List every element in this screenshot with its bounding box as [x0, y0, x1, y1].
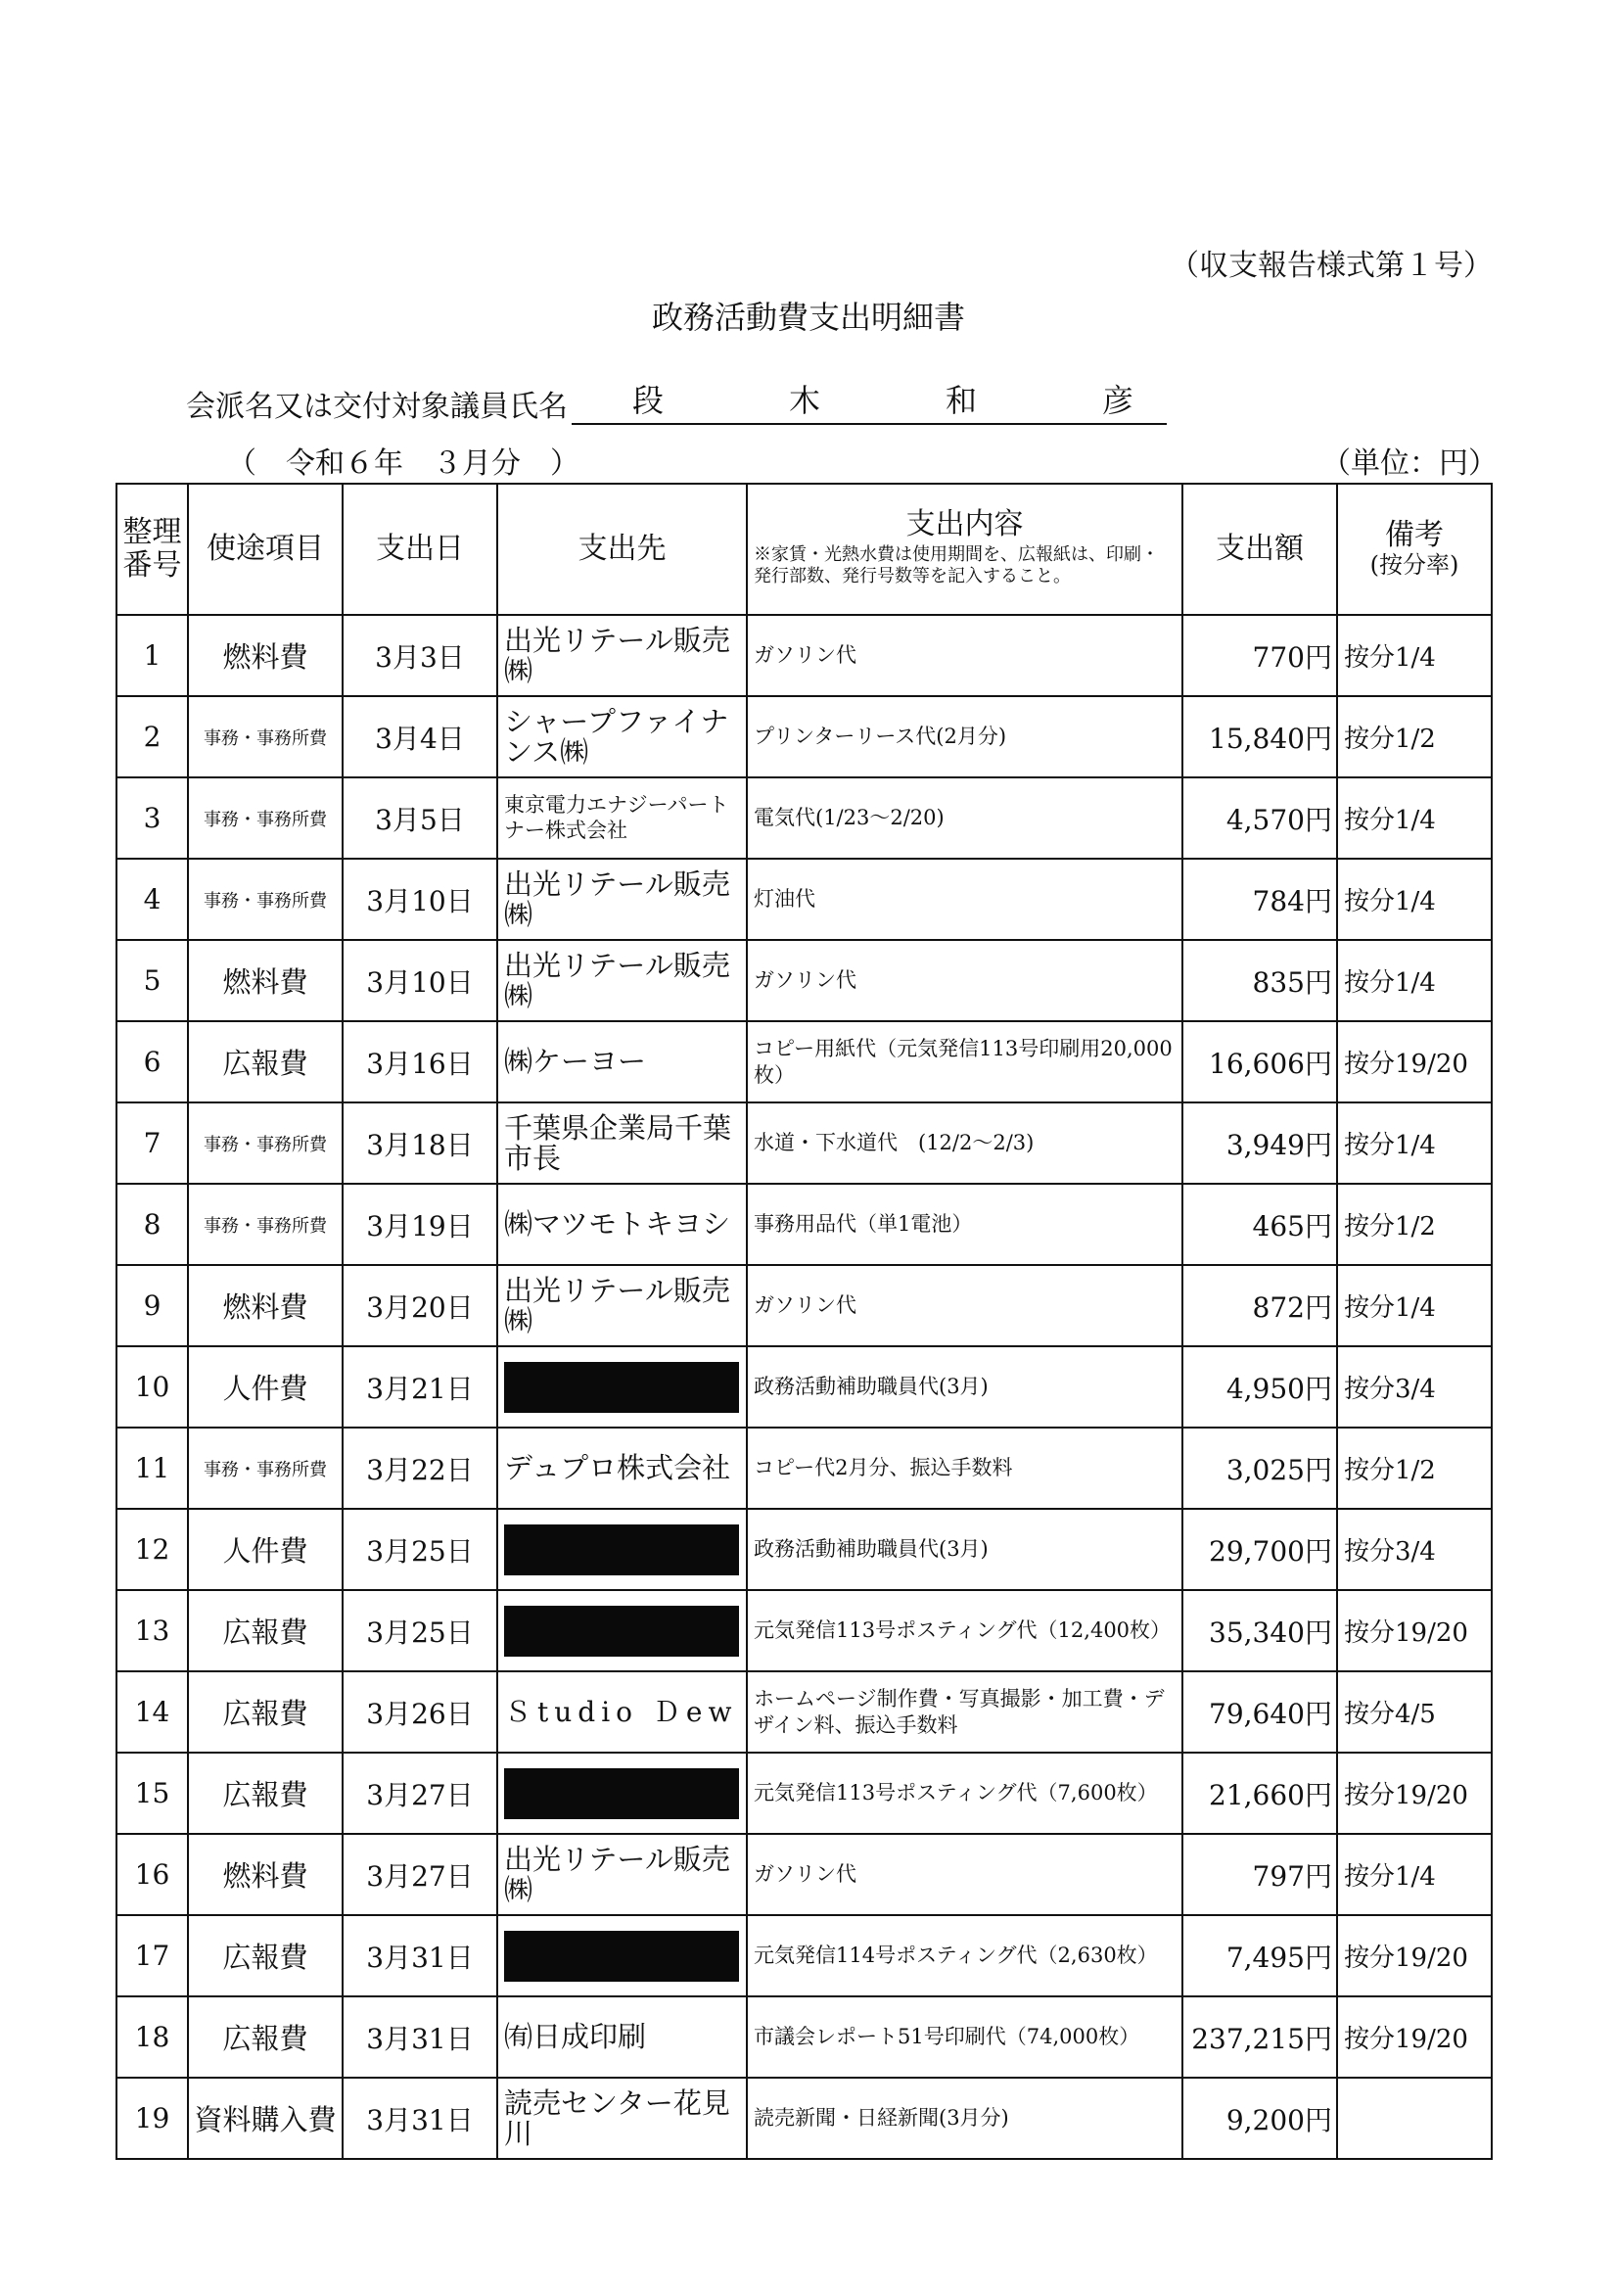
row-category: 事務・事務所費 — [188, 696, 343, 777]
redaction-block — [504, 1606, 739, 1657]
document-title: 政務活動費支出明細書 — [651, 299, 965, 336]
row-remarks: 按分1/4 — [1337, 1102, 1492, 1184]
member-name-field — [572, 384, 1167, 425]
row-content: 元気発信113号ポスティング代（12,400枚） — [747, 1590, 1182, 1671]
row-amount: 465円 — [1182, 1184, 1337, 1265]
redaction-block — [504, 1931, 739, 1982]
row-content: プリンターリース代(2月分) — [747, 696, 1182, 777]
row-remarks: 按分19/20 — [1337, 1753, 1492, 1834]
row-category: 広報費 — [188, 1021, 343, 1102]
row-category: 資料購入費 — [188, 2078, 343, 2159]
row-remarks: 按分19/20 — [1337, 1021, 1492, 1102]
member-name-row — [186, 382, 1167, 425]
row-remarks — [1337, 2078, 1492, 2159]
row-content: ガソリン代 — [747, 615, 1182, 696]
row-content: 水道・下水道代 (12/2～2/3) — [747, 1102, 1182, 1184]
row-payee — [497, 1915, 747, 1996]
row-amount: 4,950円 — [1182, 1346, 1337, 1428]
row-payee: ㈱マツモトキヨシ — [497, 1184, 747, 1265]
row-category: 燃料費 — [188, 1265, 343, 1346]
row-amount: 15,840円 — [1182, 696, 1337, 777]
row-number: 3 — [116, 777, 188, 859]
row-content: 読売新聞・日経新聞(3月分) — [747, 2078, 1182, 2159]
row-number: 14 — [116, 1671, 188, 1753]
row-category: 事務・事務所費 — [188, 1184, 343, 1265]
table-row — [116, 940, 1492, 1021]
row-payee: デュプロ株式会社 — [497, 1428, 747, 1509]
row-category: 広報費 — [188, 1915, 343, 1996]
row-category: 人件費 — [188, 1509, 343, 1590]
row-content: 元気発信114号ポスティング代（2,630枚） — [747, 1915, 1182, 1996]
row-payee: ㈲日成印刷 — [497, 1996, 747, 2078]
row-number: 6 — [116, 1021, 188, 1102]
row-remarks: 按分1/4 — [1337, 1265, 1492, 1346]
form-number: （収支報告様式第１号） — [1170, 249, 1493, 283]
row-amount: 3,949円 — [1182, 1102, 1337, 1184]
header-remarks — [1337, 484, 1492, 615]
row-amount: 35,340円 — [1182, 1590, 1337, 1671]
row-content: ガソリン代 — [747, 940, 1182, 1021]
header-date: 支出日 — [343, 484, 497, 615]
table-row — [116, 1102, 1492, 1184]
row-number: 5 — [116, 940, 188, 1021]
row-category: 広報費 — [188, 1996, 343, 2078]
row-date: 3月5日 — [343, 777, 497, 859]
row-number: 12 — [116, 1509, 188, 1590]
row-category: 燃料費 — [188, 615, 343, 696]
row-remarks: 按分1/4 — [1337, 859, 1492, 940]
table-row — [116, 1671, 1492, 1753]
row-number: 15 — [116, 1753, 188, 1834]
row-number: 4 — [116, 859, 188, 940]
row-payee: 出光リテール販売㈱ — [497, 615, 747, 696]
row-number: 10 — [116, 1346, 188, 1428]
row-category: 燃料費 — [188, 940, 343, 1021]
table-row — [116, 1753, 1492, 1834]
row-date: 3月21日 — [343, 1346, 497, 1428]
row-amount: 835円 — [1182, 940, 1337, 1021]
member-name-char: 和 — [946, 382, 978, 419]
row-number: 13 — [116, 1590, 188, 1671]
row-date: 3月27日 — [343, 1753, 497, 1834]
table-row — [116, 1915, 1492, 1996]
row-amount: 797円 — [1182, 1834, 1337, 1915]
row-number: 16 — [116, 1834, 188, 1915]
table-row — [116, 1996, 1492, 2078]
row-amount: 872円 — [1182, 1265, 1337, 1346]
row-number: 8 — [116, 1184, 188, 1265]
row-payee — [497, 1590, 747, 1671]
row-date: 3月16日 — [343, 1021, 497, 1102]
row-number: 18 — [116, 1996, 188, 2078]
header-category: 使途項目 — [188, 484, 343, 615]
row-date: 3月27日 — [343, 1834, 497, 1915]
expense-table — [116, 483, 1493, 2160]
row-date: 3月31日 — [343, 1996, 497, 2078]
row-payee: 千葉県企業局千葉市長 — [497, 1102, 747, 1184]
row-remarks: 按分3/4 — [1337, 1346, 1492, 1428]
row-number: 9 — [116, 1265, 188, 1346]
row-date: 3月20日 — [343, 1265, 497, 1346]
row-category: 事務・事務所費 — [188, 859, 343, 940]
row-number: 7 — [116, 1102, 188, 1184]
row-date: 3月31日 — [343, 1915, 497, 1996]
table-row — [116, 1021, 1492, 1102]
row-date: 3月3日 — [343, 615, 497, 696]
table-row — [116, 859, 1492, 940]
row-date: 3月26日 — [343, 1671, 497, 1753]
row-number: 11 — [116, 1428, 188, 1509]
redaction-block — [504, 1362, 739, 1413]
member-name-char: 段 — [632, 382, 665, 419]
row-number: 19 — [116, 2078, 188, 2159]
row-content: 政務活動補助職員代(3月) — [747, 1346, 1182, 1428]
row-remarks: 按分1/2 — [1337, 1184, 1492, 1265]
row-content: コピー代2月分、振込手数料 — [747, 1428, 1182, 1509]
table-row — [116, 1428, 1492, 1509]
header-remarks-title: 備考 — [1385, 517, 1444, 552]
row-category: 広報費 — [188, 1590, 343, 1671]
row-category: 人件費 — [188, 1346, 343, 1428]
row-number: 2 — [116, 696, 188, 777]
redaction-block — [504, 1524, 739, 1575]
row-payee: シャープファイナンス㈱ — [497, 696, 747, 777]
header-no: 整理番号 — [116, 484, 188, 615]
table-row — [116, 777, 1492, 859]
row-payee: 読売センター花見川 — [497, 2078, 747, 2159]
row-amount: 16,606円 — [1182, 1021, 1337, 1102]
table-row — [116, 2078, 1492, 2159]
header-payee: 支出先 — [497, 484, 747, 615]
table-row — [116, 1346, 1492, 1428]
row-payee: Ｓtudio Ｄew — [497, 1671, 747, 1753]
table-row — [116, 1509, 1492, 1590]
row-category: 事務・事務所費 — [188, 1428, 343, 1509]
row-date: 3月18日 — [343, 1102, 497, 1184]
table-row — [116, 1834, 1492, 1915]
row-date: 3月4日 — [343, 696, 497, 777]
row-content: 政務活動補助職員代(3月) — [747, 1509, 1182, 1590]
row-amount: 29,700円 — [1182, 1509, 1337, 1590]
header-content — [747, 484, 1182, 615]
row-number: 1 — [116, 615, 188, 696]
table-row — [116, 615, 1492, 696]
row-date: 3月31日 — [343, 2078, 497, 2159]
row-category: 広報費 — [188, 1671, 343, 1753]
row-category: 事務・事務所費 — [188, 1102, 343, 1184]
row-date: 3月25日 — [343, 1590, 497, 1671]
row-amount: 9,200円 — [1182, 2078, 1337, 2159]
row-amount: 7,495円 — [1182, 1915, 1337, 1996]
row-payee — [497, 1346, 747, 1428]
row-category: 広報費 — [188, 1753, 343, 1834]
row-content: ガソリン代 — [747, 1834, 1182, 1915]
row-content: 事務用品代（単1電池） — [747, 1184, 1182, 1265]
row-remarks: 按分1/2 — [1337, 696, 1492, 777]
member-name-char: 木 — [789, 382, 821, 419]
row-remarks: 按分3/4 — [1337, 1509, 1492, 1590]
row-remarks: 按分19/20 — [1337, 1590, 1492, 1671]
table-row — [116, 1265, 1492, 1346]
row-payee: 出光リテール販売㈱ — [497, 940, 747, 1021]
row-amount: 21,660円 — [1182, 1753, 1337, 1834]
row-amount: 4,570円 — [1182, 777, 1337, 859]
table-row — [116, 1184, 1492, 1265]
row-remarks: 按分4/5 — [1337, 1671, 1492, 1753]
table-row — [116, 696, 1492, 777]
header-content-title: 支出内容 — [905, 507, 1024, 542]
member-name-char: 彦 — [1102, 382, 1134, 419]
row-amount: 237,215円 — [1182, 1996, 1337, 2078]
row-content: 電気代(1/23～2/20) — [747, 777, 1182, 859]
row-amount: 770円 — [1182, 615, 1337, 696]
row-date: 3月25日 — [343, 1509, 497, 1590]
table-header-row — [116, 484, 1492, 615]
header-remarks-note: (按分率) — [1369, 551, 1459, 580]
row-date: 3月22日 — [343, 1428, 497, 1509]
row-category: 燃料費 — [188, 1834, 343, 1915]
row-payee: 出光リテール販売㈱ — [497, 859, 747, 940]
row-payee — [497, 1753, 747, 1834]
row-remarks: 按分19/20 — [1337, 1996, 1492, 2078]
table-row — [116, 1590, 1492, 1671]
row-amount: 784円 — [1182, 859, 1337, 940]
row-remarks: 按分1/2 — [1337, 1428, 1492, 1509]
row-remarks: 按分1/4 — [1337, 940, 1492, 1021]
row-date: 3月10日 — [343, 859, 497, 940]
row-date: 3月10日 — [343, 940, 497, 1021]
row-content: 市議会レポート51号印刷代（74,000枚） — [747, 1996, 1182, 2078]
row-payee: 東京電力エナジーパートナー株式会社 — [497, 777, 747, 859]
member-name-label: 会派名又は交付対象議員氏名 — [186, 390, 568, 424]
redaction-block — [504, 1768, 739, 1819]
row-category: 事務・事務所費 — [188, 777, 343, 859]
row-amount: 3,025円 — [1182, 1428, 1337, 1509]
row-payee: 出光リテール販売㈱ — [497, 1265, 747, 1346]
row-remarks: 按分1/4 — [1337, 777, 1492, 859]
row-remarks: 按分19/20 — [1337, 1915, 1492, 1996]
header-amount: 支出額 — [1182, 484, 1337, 615]
row-remarks: 按分1/4 — [1337, 1834, 1492, 1915]
row-content: ホームページ制作費・写真撮影・加工費・デザイン料、振込手数料 — [747, 1671, 1182, 1753]
row-date: 3月19日 — [343, 1184, 497, 1265]
report-period: （ 令和６年 ３月分 ） — [227, 446, 579, 481]
row-content: 元気発信113号ポスティング代（7,600枚） — [747, 1753, 1182, 1834]
row-payee: 出光リテール販売㈱ — [497, 1834, 747, 1915]
header-content-note: ※家賃・光熱水費は使用期間を、広報紙は、印刷・発行部数、発行号数等を記入すること。 — [754, 543, 1159, 587]
row-payee: ㈱ケーヨー — [497, 1021, 747, 1102]
row-content: 灯油代 — [747, 859, 1182, 940]
row-content: コピー用紙代（元気発信113号印刷用20,000枚） — [747, 1021, 1182, 1102]
row-content: ガソリン代 — [747, 1265, 1182, 1346]
row-number: 17 — [116, 1915, 188, 1996]
unit-label: （単位：円） — [1321, 446, 1498, 481]
row-payee — [497, 1509, 747, 1590]
row-amount: 79,640円 — [1182, 1671, 1337, 1753]
row-remarks: 按分1/4 — [1337, 615, 1492, 696]
